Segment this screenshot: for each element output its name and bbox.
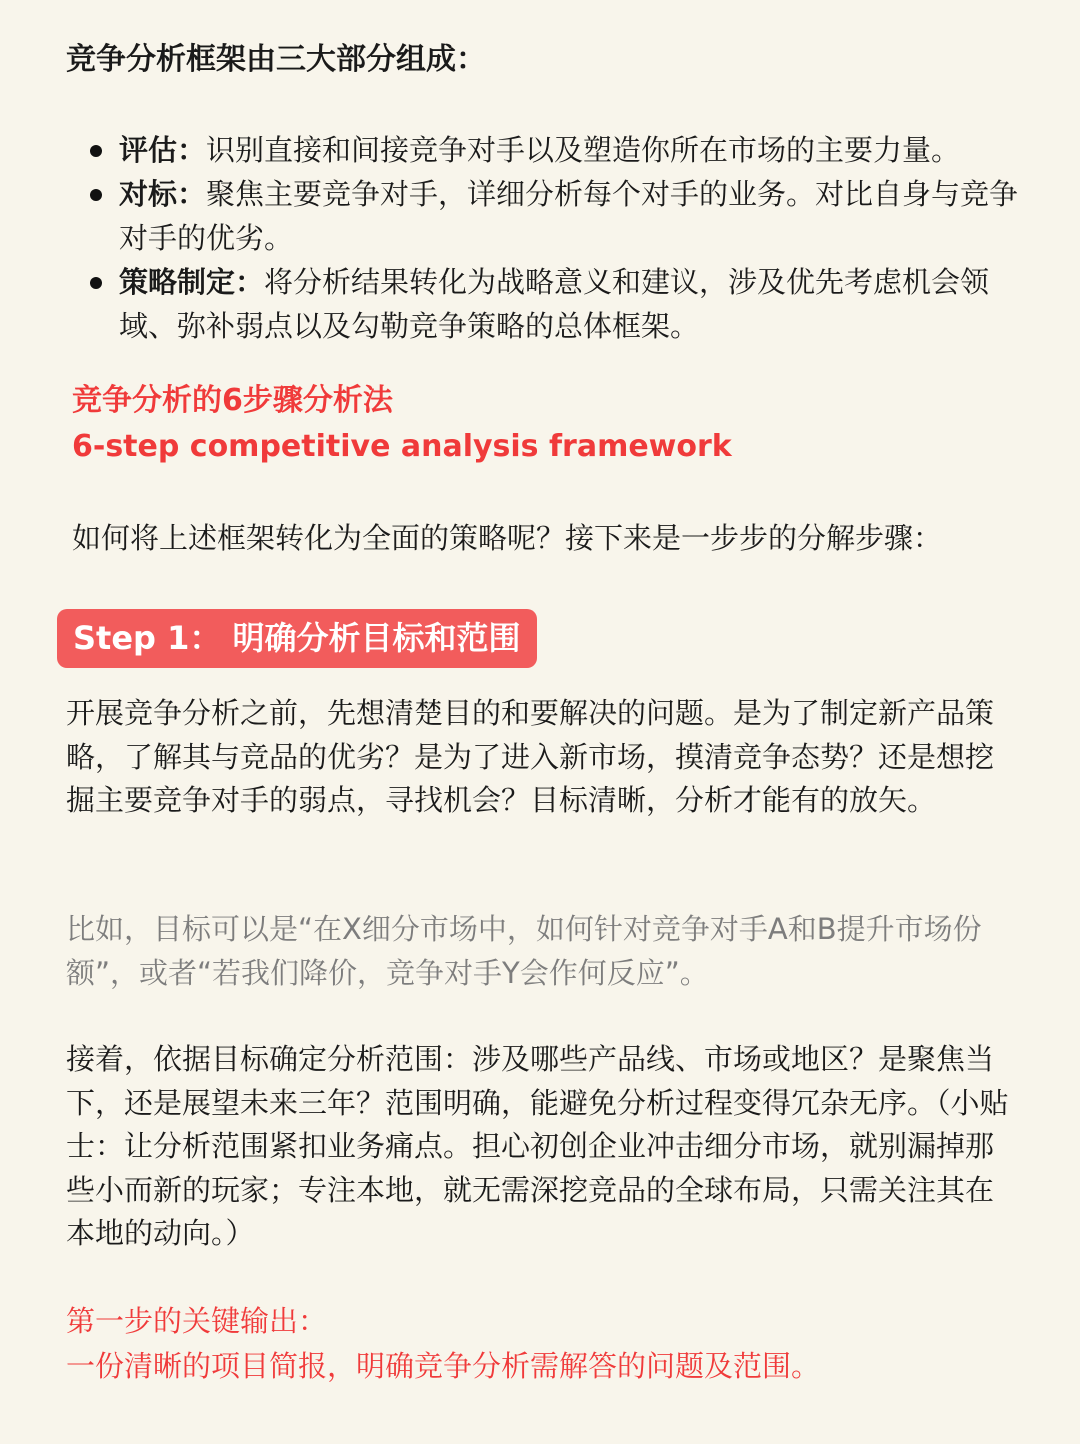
list-item xyxy=(86,128,1026,172)
framework-title xyxy=(72,378,732,470)
bullet-term: 策略制定： xyxy=(119,265,265,299)
framework-title-cn: 竞争分析的6步骤分析法 xyxy=(72,383,393,418)
bullet-term: 评估： xyxy=(119,133,207,167)
key-output-label: 第一步的关键输出： xyxy=(66,1304,328,1338)
step-1-paragraph-goal: 开展竞争分析之前，先想清楚目的和要解决的问题。是为了制定新产品策略，了解其与竞品的优劣？是为了进入新市场，摸清竞争态势？还是想挖掘主要竞争对手的弱点，寻找机会？目标清晰，分析才能有的放矢。 xyxy=(66,696,995,817)
list-item xyxy=(86,260,1026,348)
section-heading: 竞争分析框架由三大部分组成： xyxy=(66,42,486,77)
step-1-key-output xyxy=(66,1299,820,1389)
framework-parts-list xyxy=(86,128,1026,348)
framework-title-en: 6-step competitive analysis framework xyxy=(72,429,732,464)
step-1-example: 比如，目标可以是“在X细分市场中，如何针对竞争对手A和B提升市场份额”，或者“若我们降价，竞争对手Y会作何反应”。 xyxy=(66,912,982,990)
step-1-badge: Step 1： 明确分析目标和范围 xyxy=(57,609,537,668)
bullet-text: 识别直接和间接竞争对手以及塑造你所在市场的主要力量。 xyxy=(206,133,961,167)
bullet-dot-icon xyxy=(90,189,102,201)
step-1-paragraph-scope: 接着，依据目标确定分析范围：涉及哪些产品线、市场或地区？是聚焦当下，还是展望未来三年？范围明确，能避免分析过程变得冗杂无序。（小贴士：让分析范围紧扣业务痛点。担心初创企业冲击细分市场，就别漏掉那些小而新的玩家；专注本地，就无需深挖竞品的全球布局，只需关注其在本地的动向。） xyxy=(66,1042,1009,1250)
bullet-dot-icon xyxy=(90,277,102,289)
list-item xyxy=(86,172,1026,260)
bullet-term: 对标： xyxy=(119,177,207,211)
bullet-text: 将分析结果转化为战略意义和建议，涉及优先考虑机会领域、弥补弱点以及勾勒竞争策略的总体框架。 xyxy=(119,265,990,343)
key-output-text: 一份清晰的项目简报，明确竞争分析需解答的问题及范围。 xyxy=(66,1349,821,1383)
framework-intro: 如何将上述框架转化为全面的策略呢？接下来是一步步的分解步骤： xyxy=(72,521,943,555)
bullet-dot-icon xyxy=(90,145,102,157)
bullet-text: 聚焦主要竞争对手，详细分析每个对手的业务。对比自身与竞争对手的优劣。 xyxy=(119,177,1019,255)
